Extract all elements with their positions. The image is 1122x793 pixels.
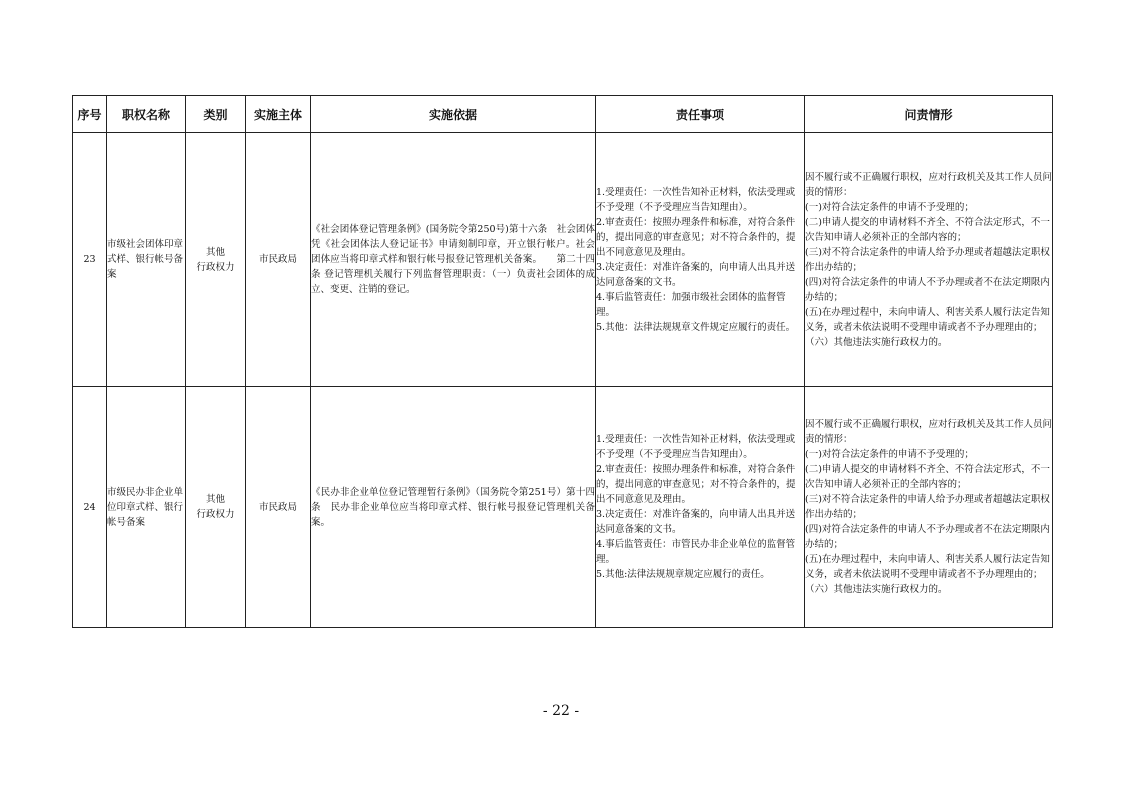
category-line: 其他 bbox=[205, 494, 225, 505]
responsibility-item: 3.决定责任：对准许备案的，向申请人出具并送达同意备案的文书。 bbox=[596, 509, 796, 535]
row-power-name: 市级社会团体印章式样、银行帐号备案 bbox=[107, 133, 186, 387]
accountability-item: (三)对不符合法定条件的申请人给予办理或者超越法定职权作出办结的； bbox=[805, 246, 1050, 273]
row-basis: 《社会团体登记管理条例》(国务院令第250号)第十六条 社会团体凭《社会团体法人登记证书》申请刻制印章，开立银行帐户。社会团体应当将印章式样和银行帐号报登记管理机关备案。 第二十四条 登记管理机关履行下列监督管理职责：（一）负责社会团体的成立、变更、注销的登记。 bbox=[311, 133, 596, 387]
table-row bbox=[73, 133, 1053, 387]
accountability-item: （六）其他违法实施行政权力的。 bbox=[805, 584, 948, 595]
accountability-item: (四)对符合法定条件的申请人不予办理或者不在法定期限内办结的； bbox=[805, 524, 1050, 550]
accountability-item: 因不履行或不正确履行职权，应对行政机关及其工作人员问责的情形： bbox=[805, 419, 1053, 445]
accountability-item: (五)在办理过程中，未向申请人、利害关系人履行法定告知义务，或者未依法说明不受理申请或者不予办理理由的； bbox=[805, 554, 1050, 580]
accountability-item: (二)申请人提交的申请材料不齐全、不符合法定形式，不一次告知申请人必须补正的全部内容的； bbox=[805, 464, 1050, 490]
row-accountability bbox=[805, 387, 1053, 628]
category-line: 行政权力 bbox=[196, 509, 235, 520]
category-line: 行政权力 bbox=[196, 261, 235, 273]
power-list-table bbox=[72, 95, 1053, 628]
row-responsibilities bbox=[596, 133, 805, 387]
header-power-name: 职权名称 bbox=[107, 96, 186, 133]
row-subject: 市民政局 bbox=[246, 133, 311, 387]
row-category bbox=[186, 133, 246, 387]
row-responsibilities bbox=[596, 387, 805, 628]
table-row bbox=[73, 387, 1053, 628]
responsibility-item: 5.其他:法律法规规章规定应履行的责任。 bbox=[596, 569, 770, 580]
header-basis: 实施依据 bbox=[311, 96, 596, 133]
table-header-row bbox=[73, 96, 1053, 133]
row-seq: 23 bbox=[73, 133, 107, 387]
header-subject: 实施主体 bbox=[246, 96, 311, 133]
accountability-item: (三)对不符合法定条件的申请人给予办理或者超越法定职权作出办结的； bbox=[805, 494, 1050, 520]
accountability-item: (二)申请人提交的申请材料不齐全、不符合法定形式，不一次告知申请人必须补正的全部内容的； bbox=[805, 216, 1050, 243]
header-accountability: 问责情形 bbox=[805, 96, 1053, 133]
page-number: - 22 - bbox=[542, 703, 580, 719]
responsibility-item: 2.审查责任：按照办理条件和标准，对符合条件的，提出同意的审查意见；对不符合条件的，提出不同意意见及理由。 bbox=[596, 216, 796, 258]
row-category bbox=[186, 387, 246, 628]
responsibility-item: 1.受理责任：一次性告知补正材料，依法受理或不予受理（不予受理应当告知理由）。 bbox=[596, 186, 796, 213]
category-line: 其他 bbox=[205, 246, 225, 258]
header-responsibilities: 责任事项 bbox=[596, 96, 805, 133]
responsibility-item: 4.事后监管责任：加强市级社会团体的监督管理。 bbox=[596, 291, 786, 318]
accountability-item: (四)对符合法定条件的申请人不予办理或者不在法定期限内办结的； bbox=[805, 276, 1050, 303]
responsibility-item: 5.其他：法律法规规章文件规定应履行的责任。 bbox=[596, 321, 796, 333]
row-basis: 《民办非企业单位登记管理暂行条例》（国务院令第251号）第十四条 民办非企业单位应当将印章式样、银行帐号报登记管理机关备案。 bbox=[311, 387, 596, 628]
responsibility-item: 4.事后监管责任：市管民办非企业单位的监督管理。 bbox=[596, 539, 796, 565]
accountability-item: (一)对符合法定条件的申请不予受理的； bbox=[805, 201, 974, 213]
row-power-name: 市级民办非企业单位印章式样、银行帐号备案 bbox=[107, 387, 186, 628]
accountability-item: (一)对符合法定条件的申请不予受理的； bbox=[805, 449, 974, 460]
responsibility-item: 3.决定责任：对准许备案的，向申请人出具并送达同意备案的文书。 bbox=[596, 261, 796, 288]
header-seq: 序号 bbox=[73, 96, 107, 133]
accountability-item: （六）其他违法实施行政权力的。 bbox=[805, 336, 948, 348]
row-seq: 24 bbox=[73, 387, 107, 628]
accountability-item: 因不履行或不正确履行职权，应对行政机关及其工作人员问责的情形： bbox=[805, 171, 1053, 198]
row-accountability bbox=[805, 133, 1053, 387]
header-category: 类别 bbox=[186, 96, 246, 133]
row-subject: 市民政局 bbox=[246, 387, 311, 628]
accountability-item: (五)在办理过程中，未向申请人、利害关系人履行法定告知义务，或者未依法说明不受理申请或者不予办理理由的； bbox=[805, 306, 1050, 333]
responsibility-item: 2.审查责任：按照办理条件和标准，对符合条件的，提出同意的审查意见；对不符合条件的，提出不同意意见及理由。 bbox=[596, 464, 796, 505]
responsibility-item: 1.受理责任：一次性告知补正材料，依法受理或不予受理（不予受理应当告知理由）。 bbox=[596, 434, 796, 460]
